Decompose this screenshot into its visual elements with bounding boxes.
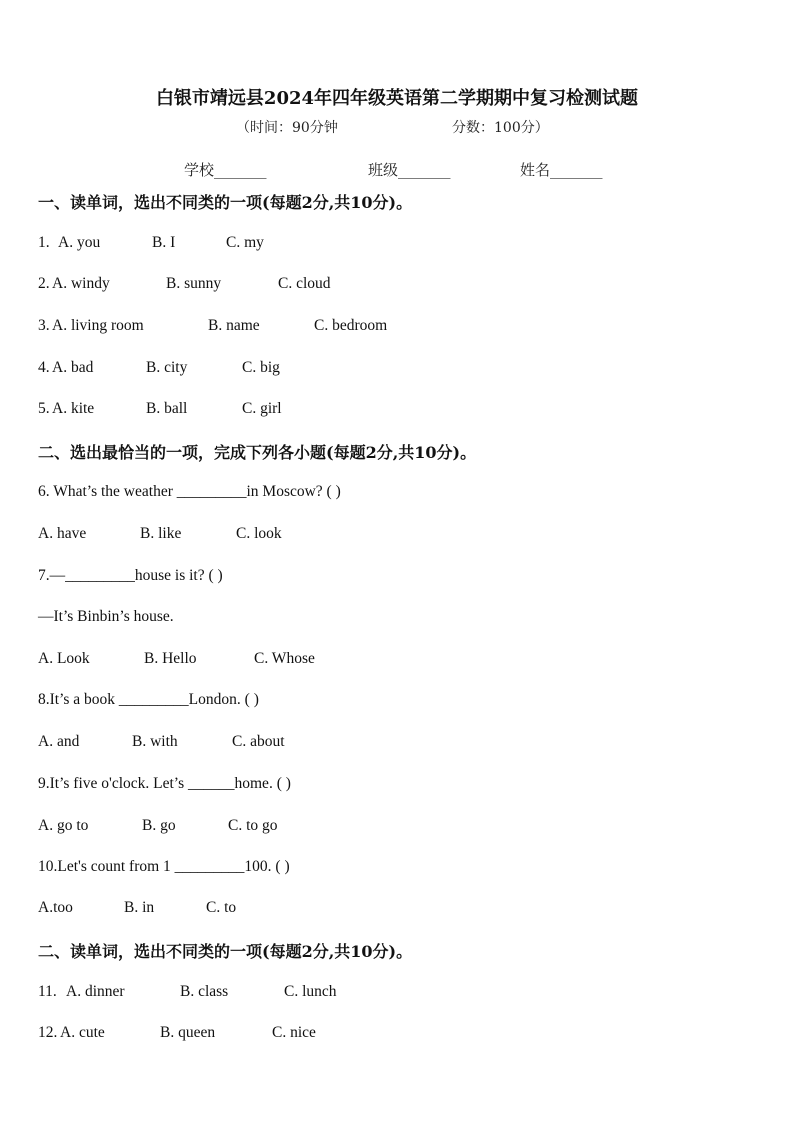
question-text: 10.Let's count from 1 _________100. ( )	[38, 858, 290, 875]
option-c: C. nice	[272, 1024, 316, 1041]
option-c: C. girl	[242, 400, 282, 417]
question-number: 4.	[38, 359, 50, 376]
question-number: 5.	[38, 400, 50, 417]
option-b: B. queen	[160, 1024, 216, 1041]
question-text: 9.It’s five o'clock. Let’s ______home. ( )	[38, 775, 291, 792]
option-a: A. have	[38, 525, 87, 542]
option-b: B. go	[142, 817, 176, 834]
option-a: A. you	[58, 234, 101, 251]
option-b: B. city	[146, 359, 188, 376]
option-a: A. dinner	[66, 983, 125, 1000]
option-b: B. ball	[146, 400, 188, 417]
option-c: C. to	[206, 899, 237, 916]
question-number: 12.	[38, 1024, 58, 1041]
question-text: 6. What’s the weather _________in Moscow? ( )	[38, 483, 341, 500]
option-a: A. Look	[38, 650, 90, 667]
option-a: A. kite	[52, 400, 95, 417]
option-c: C. Whose	[254, 650, 315, 667]
question-number: 11.	[38, 983, 57, 1000]
option-b: B. with	[132, 733, 178, 750]
option-c: C. look	[236, 525, 282, 542]
option-c: C. bedroom	[314, 317, 388, 334]
class-field: 班级_______	[368, 161, 451, 179]
question-text: 8.It’s a book _________London. ( )	[38, 691, 259, 708]
section-heading: 二、选出最恰当的一项，完成下列各小题(每题2分,共10分)。	[38, 443, 477, 462]
option-b: B. in	[124, 899, 155, 916]
option-b: B. name	[208, 317, 260, 334]
section-heading: 二、读单词，选出不同类的一项(每题2分,共10分)。	[38, 942, 413, 961]
option-b: B. like	[140, 525, 182, 542]
option-a: A. windy	[52, 275, 110, 292]
option-a: A. go to	[38, 817, 89, 834]
option-b: B. Hello	[144, 650, 197, 667]
option-c: C. big	[242, 359, 280, 376]
option-c: C. about	[232, 733, 285, 750]
name-field: 姓名_______	[520, 161, 603, 179]
section-heading: 一、读单词，选出不同类的一项(每题2分,共10分)。	[38, 193, 413, 212]
option-c: C. to go	[228, 817, 278, 834]
question-number: 1.	[38, 234, 50, 251]
option-c: C. my	[226, 234, 264, 251]
question-number: 2.	[38, 275, 50, 292]
option-b: B. class	[180, 983, 229, 1000]
option-b: B. I	[152, 234, 176, 251]
option-b: B. sunny	[166, 275, 222, 292]
option-a: A. living room	[52, 317, 144, 334]
exam-score: 分数：100分）	[452, 120, 549, 136]
question-text: 7.—_________house is it? ( )	[38, 567, 223, 584]
option-a: A. and	[38, 733, 80, 750]
option-a: A. cute	[60, 1024, 105, 1041]
question-number: 3.	[38, 317, 50, 334]
option-c: C. cloud	[278, 275, 331, 292]
exam-title: 白银市靖远县2024年四年级英语第二学期期中复习检测试题	[155, 88, 639, 109]
option-c: C. lunch	[284, 983, 337, 1000]
question-response: —It’s Binbin’s house.	[38, 608, 174, 625]
exam-time: （时间：90分钟	[236, 120, 338, 136]
school-field: 学校_______	[184, 161, 267, 179]
option-a: A. bad	[52, 359, 94, 376]
option-a: A.too	[38, 899, 73, 916]
